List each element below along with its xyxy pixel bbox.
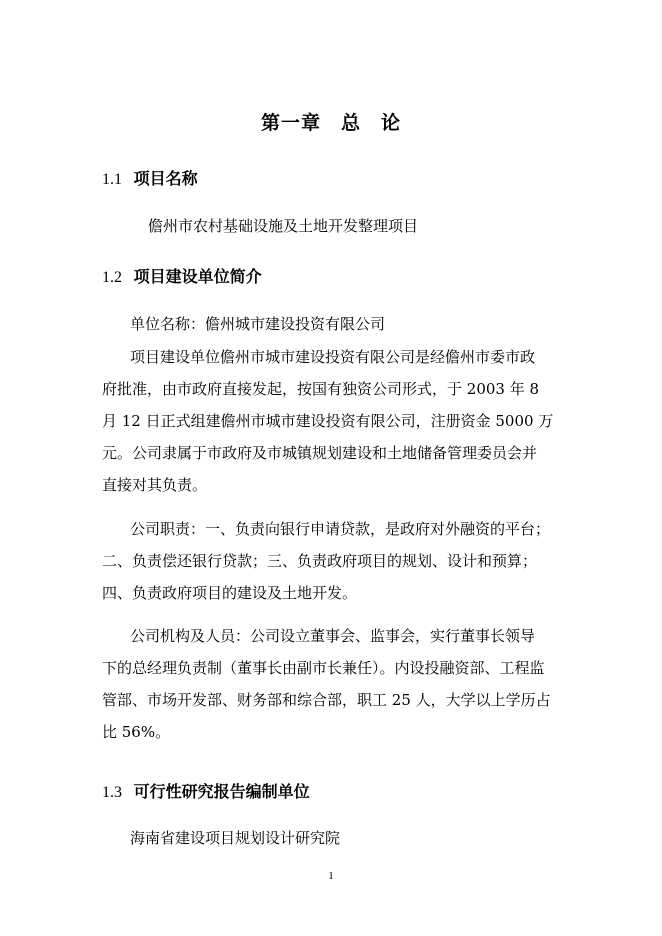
paragraph-line: 下的总经理负责制（董事长由副市长兼任）。内设投融资部、工程监 xyxy=(102,659,545,677)
project-name-paragraph xyxy=(102,210,562,242)
report-unit-name: 海南省建设项目规划设计研究院 xyxy=(130,829,341,847)
company-staff-paragraph xyxy=(102,620,562,748)
paragraph-line: 直接对其负责。 xyxy=(102,476,208,494)
paragraph-line: 管部、市场开发部、财务部和综合部，职工 25 人，大学以上学历占 xyxy=(102,691,551,709)
paragraph-line: 公司机构及人员：公司设立董事会、监事会，实行董事长领导 xyxy=(130,627,536,645)
section-heading-1-3 xyxy=(102,779,310,802)
paragraph-line: 府批准，由市政府直接发起，按国有独资公司形式，于 2003 年 8 xyxy=(102,380,540,398)
section-number: 1.3 xyxy=(102,784,122,801)
section-title: 项目建设单位简介 xyxy=(133,267,262,286)
section-number: 1.2 xyxy=(102,269,122,286)
section-title: 项目名称 xyxy=(133,169,198,188)
paragraph-line: 四、负责政府项目的建设及土地开发。 xyxy=(102,584,358,602)
paragraph-line: 项目建设单位儋州市城市建设投资有限公司是经儋州市委市政 xyxy=(130,348,536,366)
section-heading-1-2 xyxy=(102,264,262,287)
paragraph-line: 比 56%。 xyxy=(102,723,171,741)
chapter-title: 第一章 总 论 xyxy=(260,112,401,134)
project-name: 儋州市农村基础设施及土地开发整理项目 xyxy=(148,217,419,235)
unit-name-paragraph xyxy=(102,308,562,340)
section-heading-1-1 xyxy=(102,166,198,189)
paragraph-line: 元。公司隶属于市政府及市城镇规划建设和土地储备管理委员会并 xyxy=(102,444,538,462)
paragraph-line: 月 12 日正式组建儋州市城市建设投资有限公司，注册资金 5000 万 xyxy=(102,412,554,430)
unit-name: 单位名称：儋州城市建设投资有限公司 xyxy=(130,315,386,333)
paragraph-line: 二、负责偿还银行贷款；三、负责政府项目的规划、设计和预算； xyxy=(102,552,538,570)
company-duties-paragraph xyxy=(102,513,562,609)
paragraph-line: 公司职责：一、负责向银行申请贷款，是政府对外融资的平台； xyxy=(130,520,551,538)
section-number: 1.1 xyxy=(102,171,122,188)
report-unit-paragraph xyxy=(102,822,562,854)
company-intro-paragraph xyxy=(102,341,562,501)
section-title: 可行性研究报告编制单位 xyxy=(133,782,310,801)
page-number: 1 xyxy=(328,870,334,882)
